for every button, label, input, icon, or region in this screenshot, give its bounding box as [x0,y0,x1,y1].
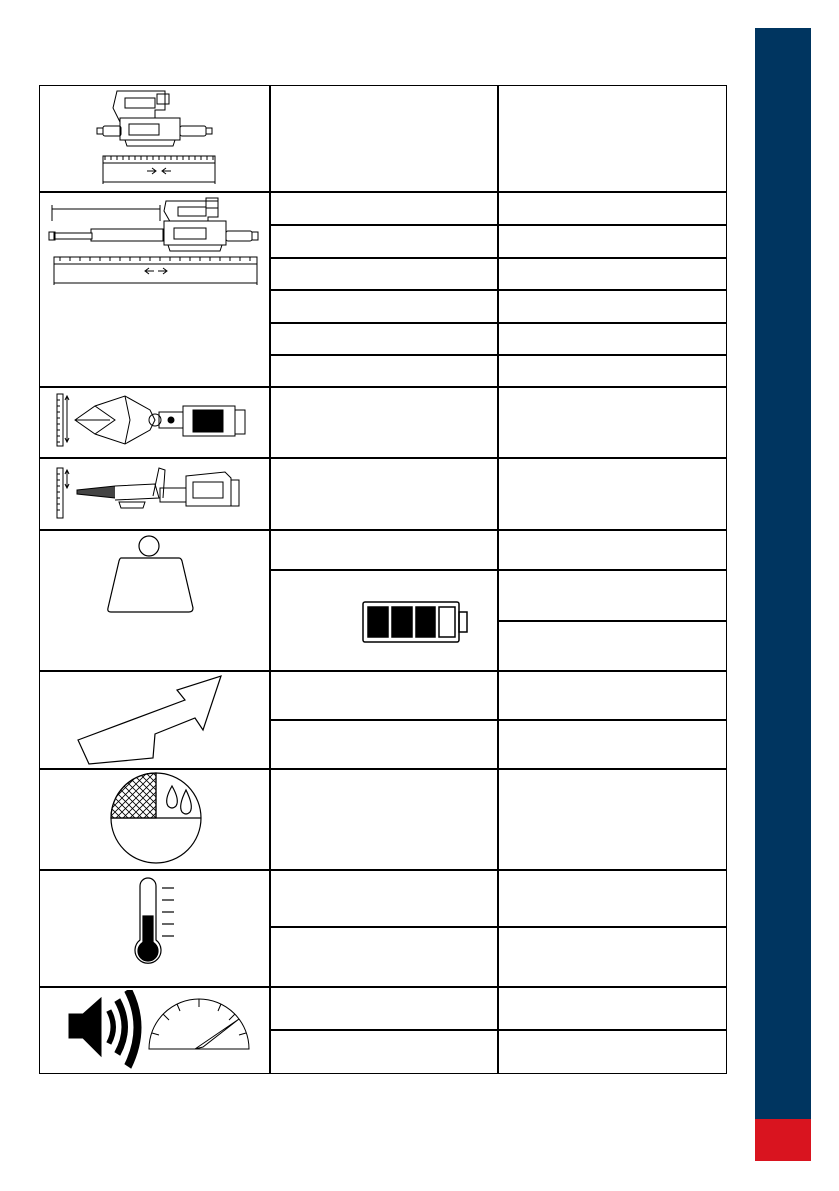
thermometer-icon [128,876,180,968]
cutter-opening-icon [55,462,245,524]
sub-row-divider [269,289,727,291]
sub-row-divider [269,354,727,356]
sub-row-divider [269,1029,727,1031]
side-color-bar [755,28,811,1161]
spreader-opening-width-icon [55,390,250,452]
cutter-extended-length-icon [46,195,261,290]
gauge-icon [147,995,251,1053]
sub-row-divider [269,569,727,571]
side-color-tab [755,1119,811,1161]
sub-row-divider [269,926,727,928]
ip-rating-icon [108,770,208,866]
row-divider [39,457,727,459]
sub-row-divider [269,322,727,324]
sub-row-divider [269,257,727,259]
battery-icon [360,599,470,645]
weight-icon [105,534,197,614]
row-divider [39,869,727,871]
cutter-closed-length-icon [95,88,225,188]
sub-row-divider [497,620,727,622]
speaker-icon [67,990,147,1070]
sub-row-divider [269,224,727,226]
row-divider [39,529,727,531]
power-arrow-icon [75,672,227,767]
row-divider [39,191,727,193]
row-divider [39,986,727,988]
sub-row-divider [269,719,727,721]
row-divider [39,386,727,388]
